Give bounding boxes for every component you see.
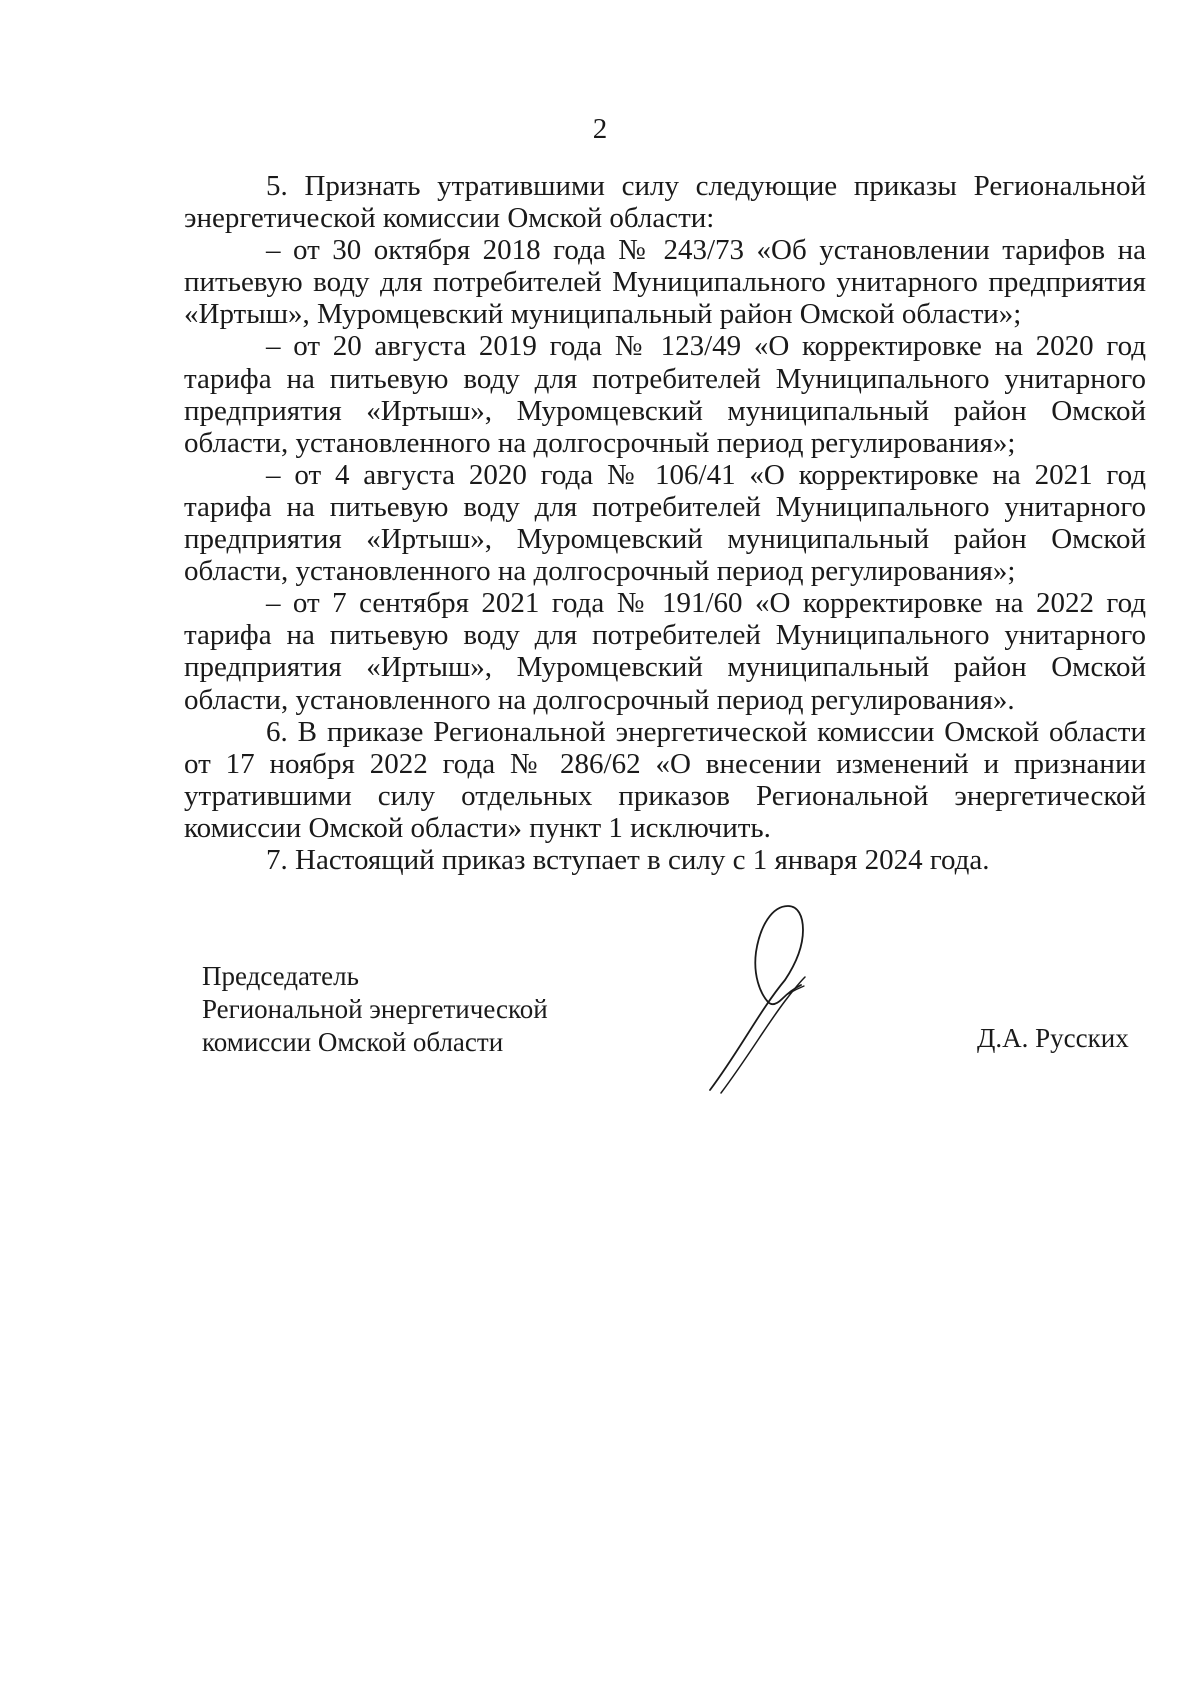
paragraph-item-6: 6. В приказе Региональной энергетической комиссии Омской области от 17 ноября 2022 года № 286/62 «О внесении изменений и признании утратившими силу отдельных приказов Региональной энергетической комиссии Омской области» пункт 1 исключить. (184, 715, 1146, 844)
paragraph-subitem-2021: – от 7 сентября 2021 года № 191/60 «О корректировке на 2022 год тарифа на питьевую воду для потребителей Муниципального унитарного предприятия «Иртыш», Муромцевский муниципальный район Омской области, установленного на долгосрочный период регулирования». (184, 587, 1146, 716)
paragraph-item-5: 5. Признать утратившими силу следующие приказы Региональной энергетической комиссии Омской области: (184, 170, 1146, 235)
signatory-title-line: комиссии Омской области (202, 1027, 504, 1057)
paragraph-subitem-2020: – от 4 августа 2020 года № 106/41 «О корректировке на 2021 год тарифа на питьевую воду для потребителей Муниципального унитарного предприятия «Иртыш», Муромцевский муниципальный район Омской области, установленного на долгосрочный период регулирования»; (184, 458, 1146, 588)
signatory-title-line: Региональной энергетической (202, 994, 548, 1024)
paragraph-subitem-2018: – от 30 октября 2018 года № 243/73 «Об установлении тарифов на питьевую воду для потребителей Муниципального унитарного предприятия «Иртыш», Муромцевский муниципальный район Омской области»; (184, 234, 1146, 331)
signatory-title (202, 960, 548, 1059)
document-body (184, 170, 1146, 876)
paragraph-item-7: 7. Настоящий приказ вступает в силу с 1 января 2024 года. (266, 843, 990, 876)
handwritten-signature (700, 900, 900, 1100)
signatory-name: Д.А. Русских (977, 1023, 1129, 1053)
paragraph-subitem-2019: – от 20 августа 2019 года № 123/49 «О корректировке на 2020 год тарифа на питьевую воду для потребителей Муниципального унитарного предприятия «Иртыш», Муромцевский муниципальный район Омской области, установленного на долгосрочный период регулирования»; (184, 330, 1146, 459)
signatory-title-line: Председатель (202, 961, 359, 991)
page-number: 2 (592, 113, 608, 145)
